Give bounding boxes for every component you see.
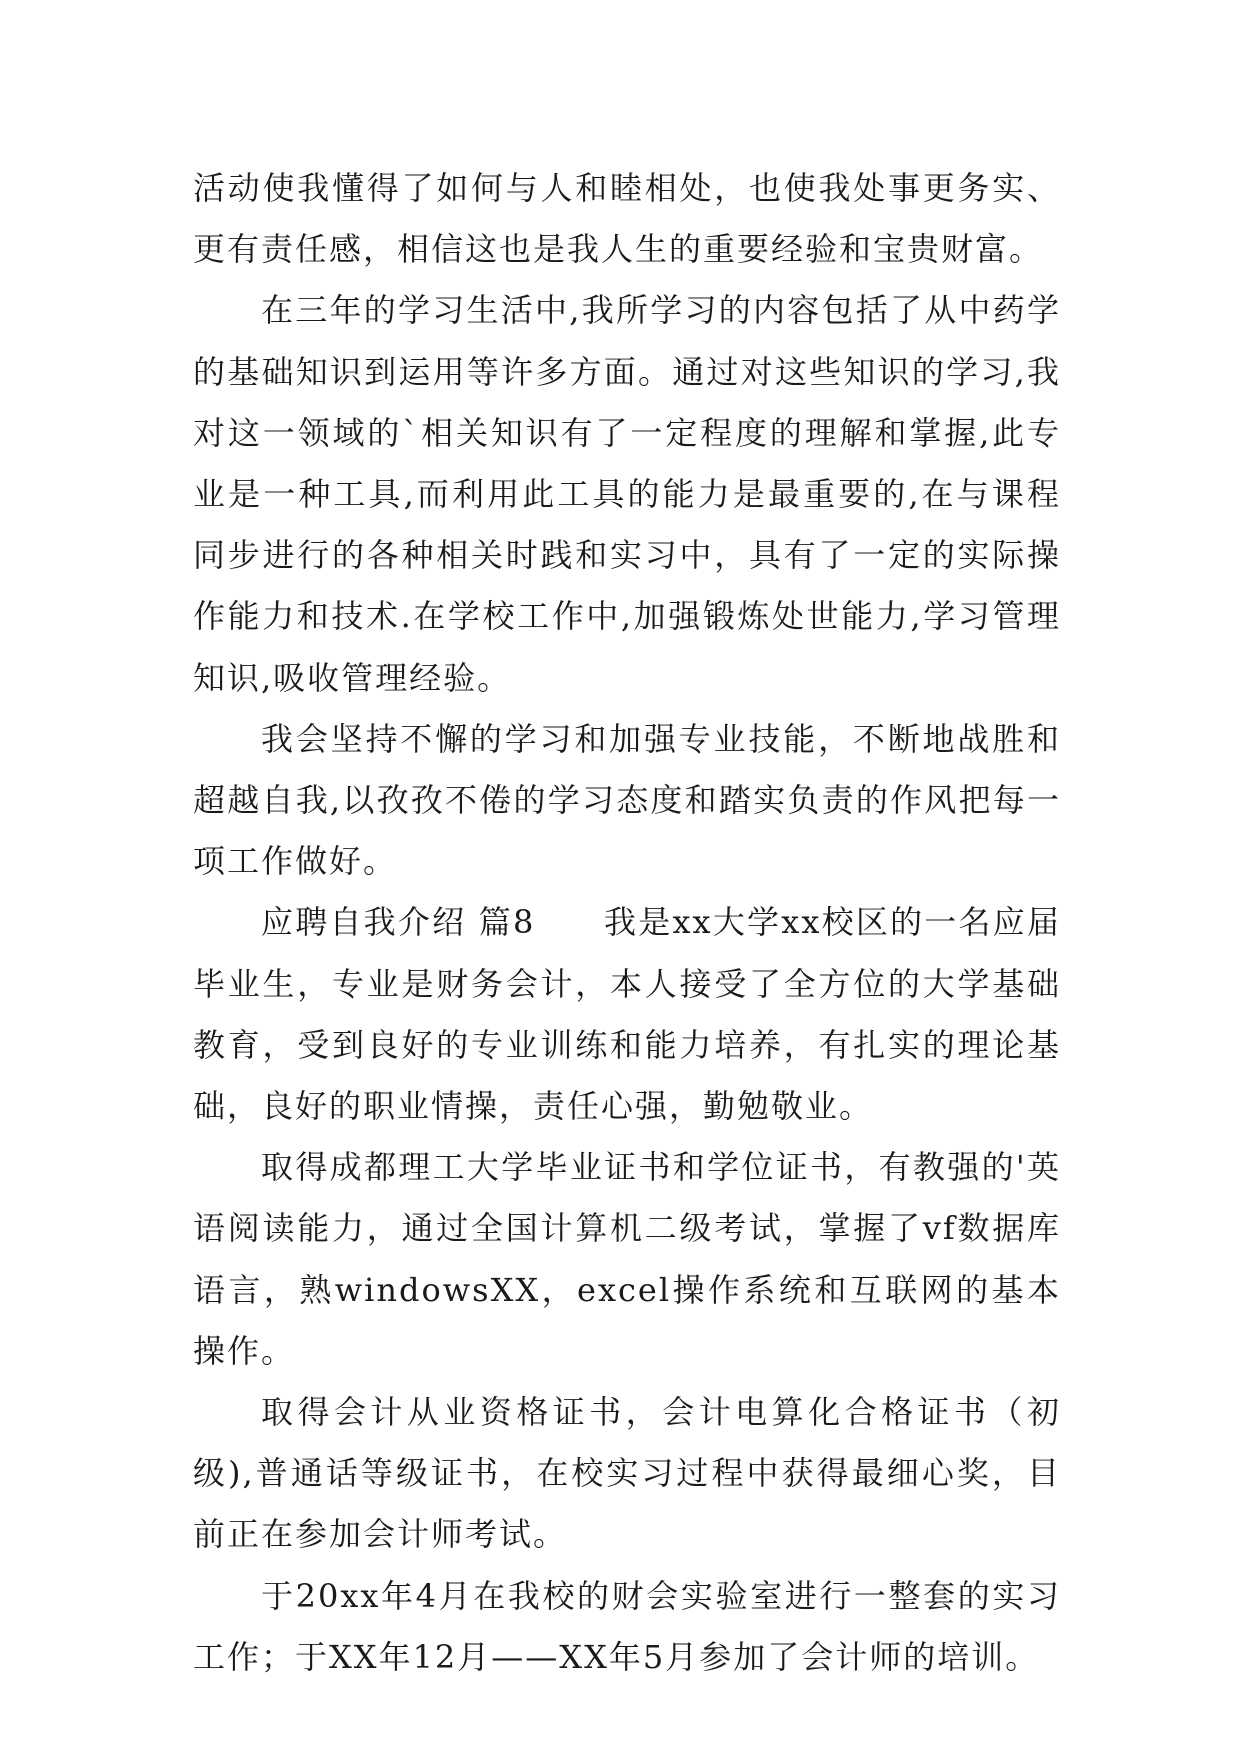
paragraph-certificates: 取得成都理工大学毕业证书和学位证书，有教强的'英语阅读能力，通过全国计算机二级考试，掌握了vf数据库语言，熟windowsXX，excel操作系统和互联网的基本操作。 [193,1148,1061,1370]
paragraph-accounting-qualifications: 取得会计从业资格证书，会计电算化合格证书（初级),普通话等级证书，在校实习过程中获得最细心奖，目前正在参加会计师考试。 [193,1393,1061,1554]
paragraph-study-life: 在三年的学习生活中,我所学习的内容包括了从中药学的基础知识到运用等许多方面。通过对这些知识的学习,我对这一领域的`相关知识有了一定程度的理解和掌握,此专业是一种工具,而利用此工具的能力是最重要的,在与课程同步进行的各种相关时践和实习中，具有了一定的实际操作能力和技术.在学校工作中,加强锻炼处世能力,学习管理知识,吸收管理经验。 [193,291,1061,697]
paragraph-commitment: 我会坚持不懈的学习和加强专业技能，不断地战胜和超越自我,以孜孜不倦的学习态度和踏实负责的作风把每一项工作做好。 [193,719,1061,881]
document-body [193,158,1061,1688]
paragraph-self-intro-8: 应聘自我介绍 篇8 我是xx大学xx校区的一名应届毕业生，专业是财务会计，本人接受了全方位的大学基础教育，受到良好的专业训练和能力培养，有扎实的理论基础，良好的职业情操，责任心强，勤勉敬业。 [193,903,1061,1126]
paragraph-internship: 于20xx年4月在我校的财会实验室进行一整套的实习工作；于XX年12月——XX年5月参加了会计师的培训。 [193,1576,1061,1676]
paragraph-continuation: 活动使我懂得了如何与人和睦相处，也使我处事更务实、更有责任感，相信这也是我人生的重要经验和宝贵财富。 [193,169,1061,269]
